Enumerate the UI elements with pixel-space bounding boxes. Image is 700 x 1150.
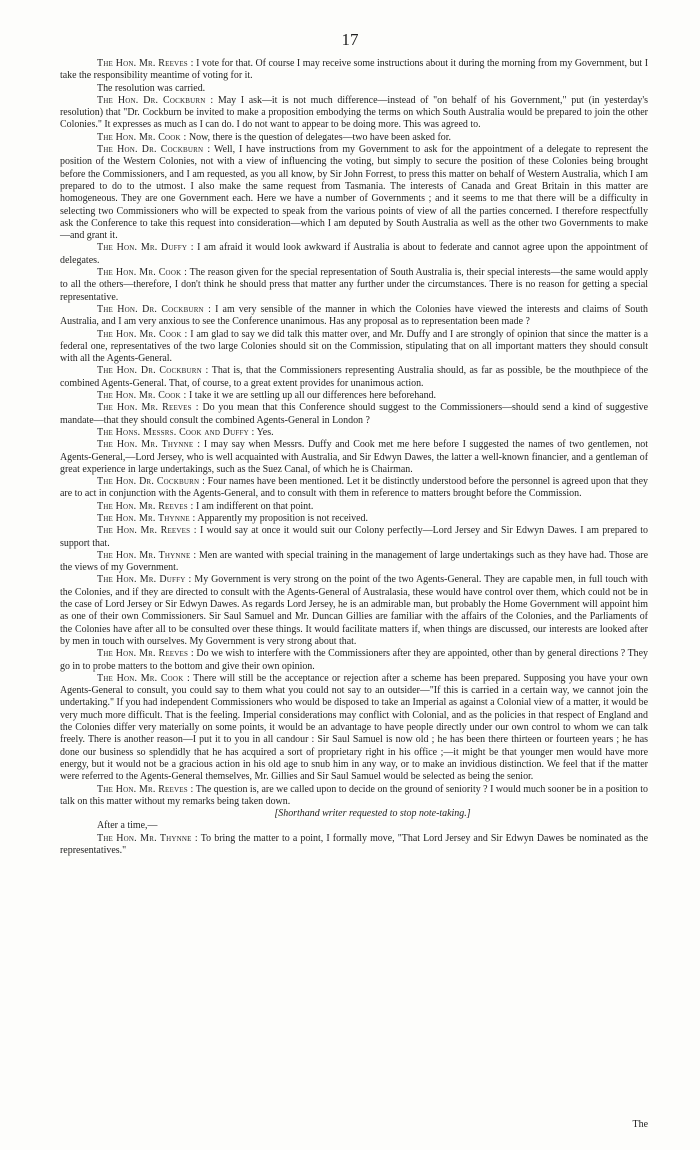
paragraph: [60, 95, 648, 132]
paragraph-text: Well, I have instructions from my Government to ask for the appointment of a delegate to represent the position of the Western Colonies, not with a view of influencing the voting, but simply to secure the position of these Colonies being brought before the Commissioners, and I am requested, as you all know, by Sir John Forrest, to press this matter on behalf of Western Australia, which I am prepared to do to the utmost. I also make the same request from Tasmania. The interests of Canada and Great Britain in this matter are homogeneous. They are one Government each. Here we have a number of Governments ; and it seems to me that there will be a difficulty in selecting two Commissioners who will be expected to speak from the various points of view of all the parties concerned. I therefore respectfully ask the Conference to take this request into consideration—which I am deputed by South Australia as well as the other two Governments to make—and grant it.: [60, 144, 648, 242]
speaker-name: The Hon. Mr. Reeves :: [97, 525, 197, 537]
paragraph: [60, 574, 648, 648]
paragraph: [60, 550, 648, 575]
paragraph: [60, 83, 648, 95]
paragraph-text: I am indifferent on that point.: [193, 500, 314, 512]
speaker-name: The Hon. Mr. Cook :: [97, 267, 188, 279]
paragraph: [60, 329, 648, 366]
after-time-text: After a time,—: [97, 820, 158, 832]
paragraph-text: The reason given for the special representation of South Australia is, their special interests—the same would apply to all the others—therefore, I don't think he should press that matter any further under the circumstances. There is no reason for getting a special representative.: [60, 267, 648, 303]
paragraph-text: I am glad to say we did talk this matter over, and Mr. Duffy and I are strongly of opinion that since the matter is a federal one, representatives of the two large Colonies should sit on the Commission, stipulating that on all important matters they should consult with all the Agents-General.: [60, 328, 648, 365]
paragraph: [60, 267, 648, 304]
paragraph: [60, 427, 648, 439]
paragraph-text: May I ask—it is not much difference—instead of "on behalf of his Government," put (in yesterday's resolution) that "Dr. Cockburn be invited to make a proposition embodying the terms on which South Australia would be prepared to join the other Colonies." It expresses as much as I can do. I do not want to appear to be doing more. This was agreed to.: [60, 94, 648, 131]
paragraph-text: To bring the matter to a point, I formally move, "That Lord Jersey and Sir Edwyn Dawes be nominated as the representatives.": [60, 832, 648, 856]
catchword: The: [632, 1119, 648, 1130]
paragraph-text: Yes.: [254, 426, 274, 438]
speaker-name: The Hon. Mr. Thynne :: [97, 549, 197, 561]
paragraph: [60, 390, 648, 402]
paragraph-text: Do you mean that this Conference should suggest to the Commissioners—should send a kind of suggestive mandate—that they should consult the combined Agents-General in London ?: [60, 402, 648, 426]
paragraph: [60, 365, 648, 390]
paragraph: [60, 501, 648, 513]
paragraph-text: The resolution was carried.: [97, 82, 206, 94]
speaker-name: The Hon. Dr. Cockburn :: [97, 365, 209, 377]
speaker-name: The Hon. Dr. Cockburn :: [97, 303, 212, 315]
paragraph: [60, 439, 648, 476]
speaker-name: The Hons. Messrs. Cook and Duffy :: [97, 426, 255, 438]
stage-direction: [Shorthand writer requested to stop note-taking.]: [274, 808, 471, 820]
speaker-name: The Hon. Dr. Cockburn :: [97, 476, 206, 488]
paragraph: [60, 304, 648, 329]
paragraph-text: The question is, are we called upon to decide on the ground of seniority ? I would much sooner be in a position to talk on this matter without my remarks being taken down.: [60, 783, 649, 807]
paragraph-text: That is, that the Commissioners representing Australia should, as far as possible, be the mouthpiece of the combined Agents-General. That, of course, to a great extent provides for unanimous action.: [60, 365, 648, 389]
speaker-name: The Hon. Dr. Cockburn :: [97, 94, 214, 106]
paragraph: [60, 144, 648, 242]
speaker-name: The Hon. Mr. Cook :: [97, 131, 187, 143]
paragraph-text: There will still be the acceptance or rejection after a scheme has been prepared. Supposing you have your own Agents-General to consult, you could say to them what you could not say to an outsider—"If this is carried in a certain way, we cannot join the undertaking." If you had independent Commissioners who would be disposed to take an Imperial as against a Colonial view of a matter, it would be very much more difficult. That is the feeling. Imperial considerations may conflict with Colonial, and as the policies in that respect of England and the Colonies differ very materially on some points, it would be an advantage to have people directly under our own control to whom we can talk freely. There is another reason—I put it to you in all candour : Sir Saul Samuel is now old ; he has been there thirteen or fourteen years ; he has done our business so splendidly that he has acquired a sort of proprietary right in his office ;—it might be that younger men would have more energy, but it would not be a gracious action in his old age to snub him in any way, or to make an invidious distinction. We feel that if the matter were referred to the Agents-General themselves, Mr. Gillies and Sir Saul Samuel would be selected as being the senior.: [60, 672, 648, 783]
paragraph: [60, 784, 648, 809]
paragraph-text: Do we wish to interfere with the Commissioners after they are appointed, other than by general directions ? They go in to probe matters to the bottom and give their own opinion.: [60, 648, 649, 672]
paragraph-text: Four names have been mentioned. Let it be distinctly understood before the personnel is agreed upon that they are to act in conjunction with the Agents-General, and to consult with them in reference to matters brought before the Commission.: [60, 476, 648, 500]
speaker-name: The Hon. Mr. Cook :: [97, 390, 187, 402]
paragraph: [60, 132, 648, 144]
paragraph-text: Men are wanted with special training in the management of large undertakings such as they have had. Those are the views of my Government.: [60, 549, 648, 574]
paragraph: [60, 673, 648, 784]
paragraph: [60, 525, 648, 550]
paragraph: [60, 242, 648, 267]
paragraph-text: I would say at once it would suit our Colony perfectly—Lord Jersey and Sir Edwyn Dawes. I am prepared to support that.: [60, 525, 648, 549]
speaker-name: The Hon. Mr. Reeves :: [97, 402, 199, 414]
paragraph: [60, 833, 648, 858]
speaker-name: The Hon. Mr. Reeves :: [97, 58, 194, 69]
speaker-name: The Hon. Mr. Cook :: [97, 328, 188, 340]
speaker-name: The Hon. Mr. Thynne :: [97, 439, 201, 451]
speaker-name: The Hon. Mr. Duffy :: [97, 574, 192, 586]
speaker-name: The Hon. Mr. Reeves :: [97, 500, 194, 512]
speaker-name: The Hon. Mr. Cook :: [97, 672, 190, 684]
speaker-name: The Hon. Mr. Thynne :: [97, 512, 196, 524]
speaker-name: The Hon. Dr. Cockburn :: [97, 144, 211, 156]
speaker-name: The Hon. Mr. Thynne :: [97, 832, 198, 844]
paragraph: [60, 648, 648, 673]
paragraph-text: Now, there is the question of delegates—two have been asked for.: [186, 131, 452, 143]
speaker-name: The Hon. Mr. Reeves :: [97, 783, 194, 795]
paragraph-text: I take it we are settling up all our differences here beforehand.: [186, 390, 436, 402]
paragraph: [60, 476, 648, 501]
paragraph-text: I am very sensible of the manner in which the Colonies have viewed the interests and claims of South Australia, and I am very anxious to see the Conference unanimous. Has any proposal as to representation been made ?: [60, 303, 648, 328]
paragraph-text: I vote for that. Of course I may receive some instructions about it during the morning from my Government, but I take the responsibility meantime of voting for it.: [60, 58, 648, 82]
speaker-name: The Hon. Mr. Duffy :: [97, 242, 194, 254]
speaker-name: The Hon. Mr. Reeves :: [97, 648, 194, 660]
document-body: [60, 58, 648, 857]
page-number: 17: [341, 30, 359, 49]
paragraph-text: Apparently my proposition is not received.: [195, 512, 368, 524]
paragraph-text: I am afraid it would look awkward if Australia is about to federate and cannot agree upon the appointment of delegates.: [60, 242, 648, 266]
paragraph: [60, 513, 648, 525]
paragraph: [60, 402, 648, 427]
paragraph: [60, 58, 648, 83]
paragraph-text: I may say when Messrs. Duffy and Cook met me here before I suggested the names of two gentlemen, not Agents-General,—Lord Jersey, who is well acquainted with Australia, and Sir Edwyn Dawes, the latter a well-known financier, and a gentleman of great experience in large undertakings, such as the Suez Canal, of which he is Chairman.: [60, 439, 648, 475]
paragraph-text: My Government is very strong on the point of the two Agents-General. They are capable men, in full touch with the Colonies, and if they are directed to consult with the Agents-General of Australasia, these would have control over them, which could not be in the case of Lord Jersey or Sir Edwyn Dawes. As regards Lord Jersey, he is an admirable man, but probably the Home Government will appoint him as one of their own Commissioners. Sir Saul Samuel and Mr. Duncan Gillies are familiar with the affairs of the Colonies, and the Parliaments of the Colonies have after all to be consulted over these things. It would facilitate matters if, when things are discussed, our interests are looked after by men in touch with ourselves. My Government is very strong about that.: [60, 574, 648, 647]
